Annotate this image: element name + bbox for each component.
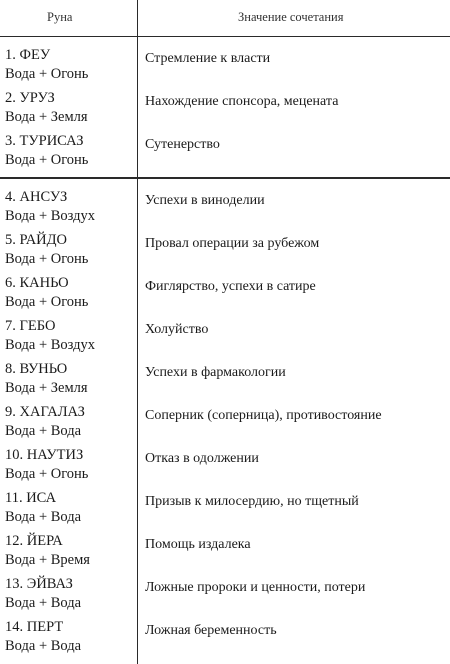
- meaning-cell: Отказ в одолжении: [145, 451, 259, 466]
- meaning-cell: Помощь издалека: [145, 537, 251, 552]
- rune-name: 8. ВУНЬО: [5, 361, 68, 377]
- header-rune: Руна: [47, 10, 73, 24]
- rune-elements: Вода + Воздух: [5, 337, 96, 353]
- meaning-cell: Успехи в фармакологии: [145, 365, 286, 380]
- meaning-cell: Холуйство: [145, 322, 209, 337]
- rune-cell: [5, 360, 88, 398]
- header-meaning: Значение сочетания: [238, 10, 344, 24]
- meaning-cell: Ложные пророки и ценности, потери: [145, 580, 366, 595]
- rune-name: 11. ИСА: [5, 490, 57, 506]
- rune-name: 14. ПЕРТ: [5, 619, 64, 635]
- rune-name: 5. РАЙДО: [5, 232, 68, 248]
- rune-elements: Вода + Земля: [5, 380, 88, 396]
- rune-cell: [5, 532, 90, 570]
- rune-cell: [5, 618, 81, 656]
- meaning-cell: Провал операции за рубежом: [145, 236, 320, 251]
- meaning-cell: Нахождение спонсора, мецената: [145, 94, 339, 109]
- rune-elements: Вода + Огонь: [5, 466, 89, 482]
- rune-name: 2. УРУЗ: [5, 90, 55, 106]
- rune-name: 7. ГЕБО: [5, 318, 56, 334]
- rune-elements: Вода + Земля: [5, 109, 88, 125]
- rune-cell: [5, 317, 95, 355]
- rune-name: 6. КАНЬО: [5, 275, 69, 291]
- rune-cell: [5, 403, 85, 441]
- rune-elements: Вода + Огонь: [5, 251, 89, 267]
- rune-elements: Вода + Огонь: [5, 294, 89, 310]
- meaning-cell: Соперник (соперница), противостояние: [145, 408, 382, 423]
- rune-elements: Вода + Вода: [5, 509, 82, 525]
- rune-cell: [5, 489, 81, 527]
- rune-elements: Вода + Воздух: [5, 208, 96, 224]
- rune-name: 9. ХАГАЛАЗ: [5, 404, 85, 420]
- rune-name: 1. ФЕУ: [5, 47, 51, 63]
- meaning-cell: Сутенерство: [145, 137, 220, 152]
- rune-cell: [5, 46, 88, 84]
- rune-name: 3. ТУРИСАЗ: [5, 133, 84, 149]
- column-divider: [137, 0, 138, 664]
- rune-cell: [5, 446, 88, 484]
- rune-cell: [5, 188, 95, 226]
- header-rule: [0, 36, 450, 37]
- rune-name: 13. ЭЙВАЗ: [5, 576, 73, 592]
- rune-elements: Вода + Вода: [5, 638, 82, 654]
- rune-cell: [5, 132, 88, 170]
- rune-name: 4. АНСУЗ: [5, 189, 68, 205]
- rune-cell: [5, 575, 81, 613]
- rune-name: 12. ЙЕРА: [5, 533, 63, 549]
- rune-elements: Вода + Огонь: [5, 152, 89, 168]
- meaning-cell: Стремление к власти: [145, 51, 271, 66]
- rune-elements: Вода + Вода: [5, 595, 82, 611]
- meaning-cell: Ложная беременность: [145, 623, 277, 638]
- meaning-cell: Успехи в виноделии: [145, 193, 265, 208]
- section-rule: [0, 177, 450, 179]
- rune-cell: [5, 231, 88, 269]
- rune-cell: [5, 274, 88, 312]
- rune-name: 10. НАУТИЗ: [5, 447, 84, 463]
- meaning-cell: Призыв к милосердию, но тщетный: [145, 494, 359, 509]
- rune-elements: Вода + Огонь: [5, 66, 89, 82]
- rune-elements: Вода + Вода: [5, 423, 82, 439]
- rune-cell: [5, 89, 88, 127]
- meaning-cell: Фиглярство, успехи в сатире: [145, 279, 316, 294]
- rune-elements: Вода + Время: [5, 552, 90, 568]
